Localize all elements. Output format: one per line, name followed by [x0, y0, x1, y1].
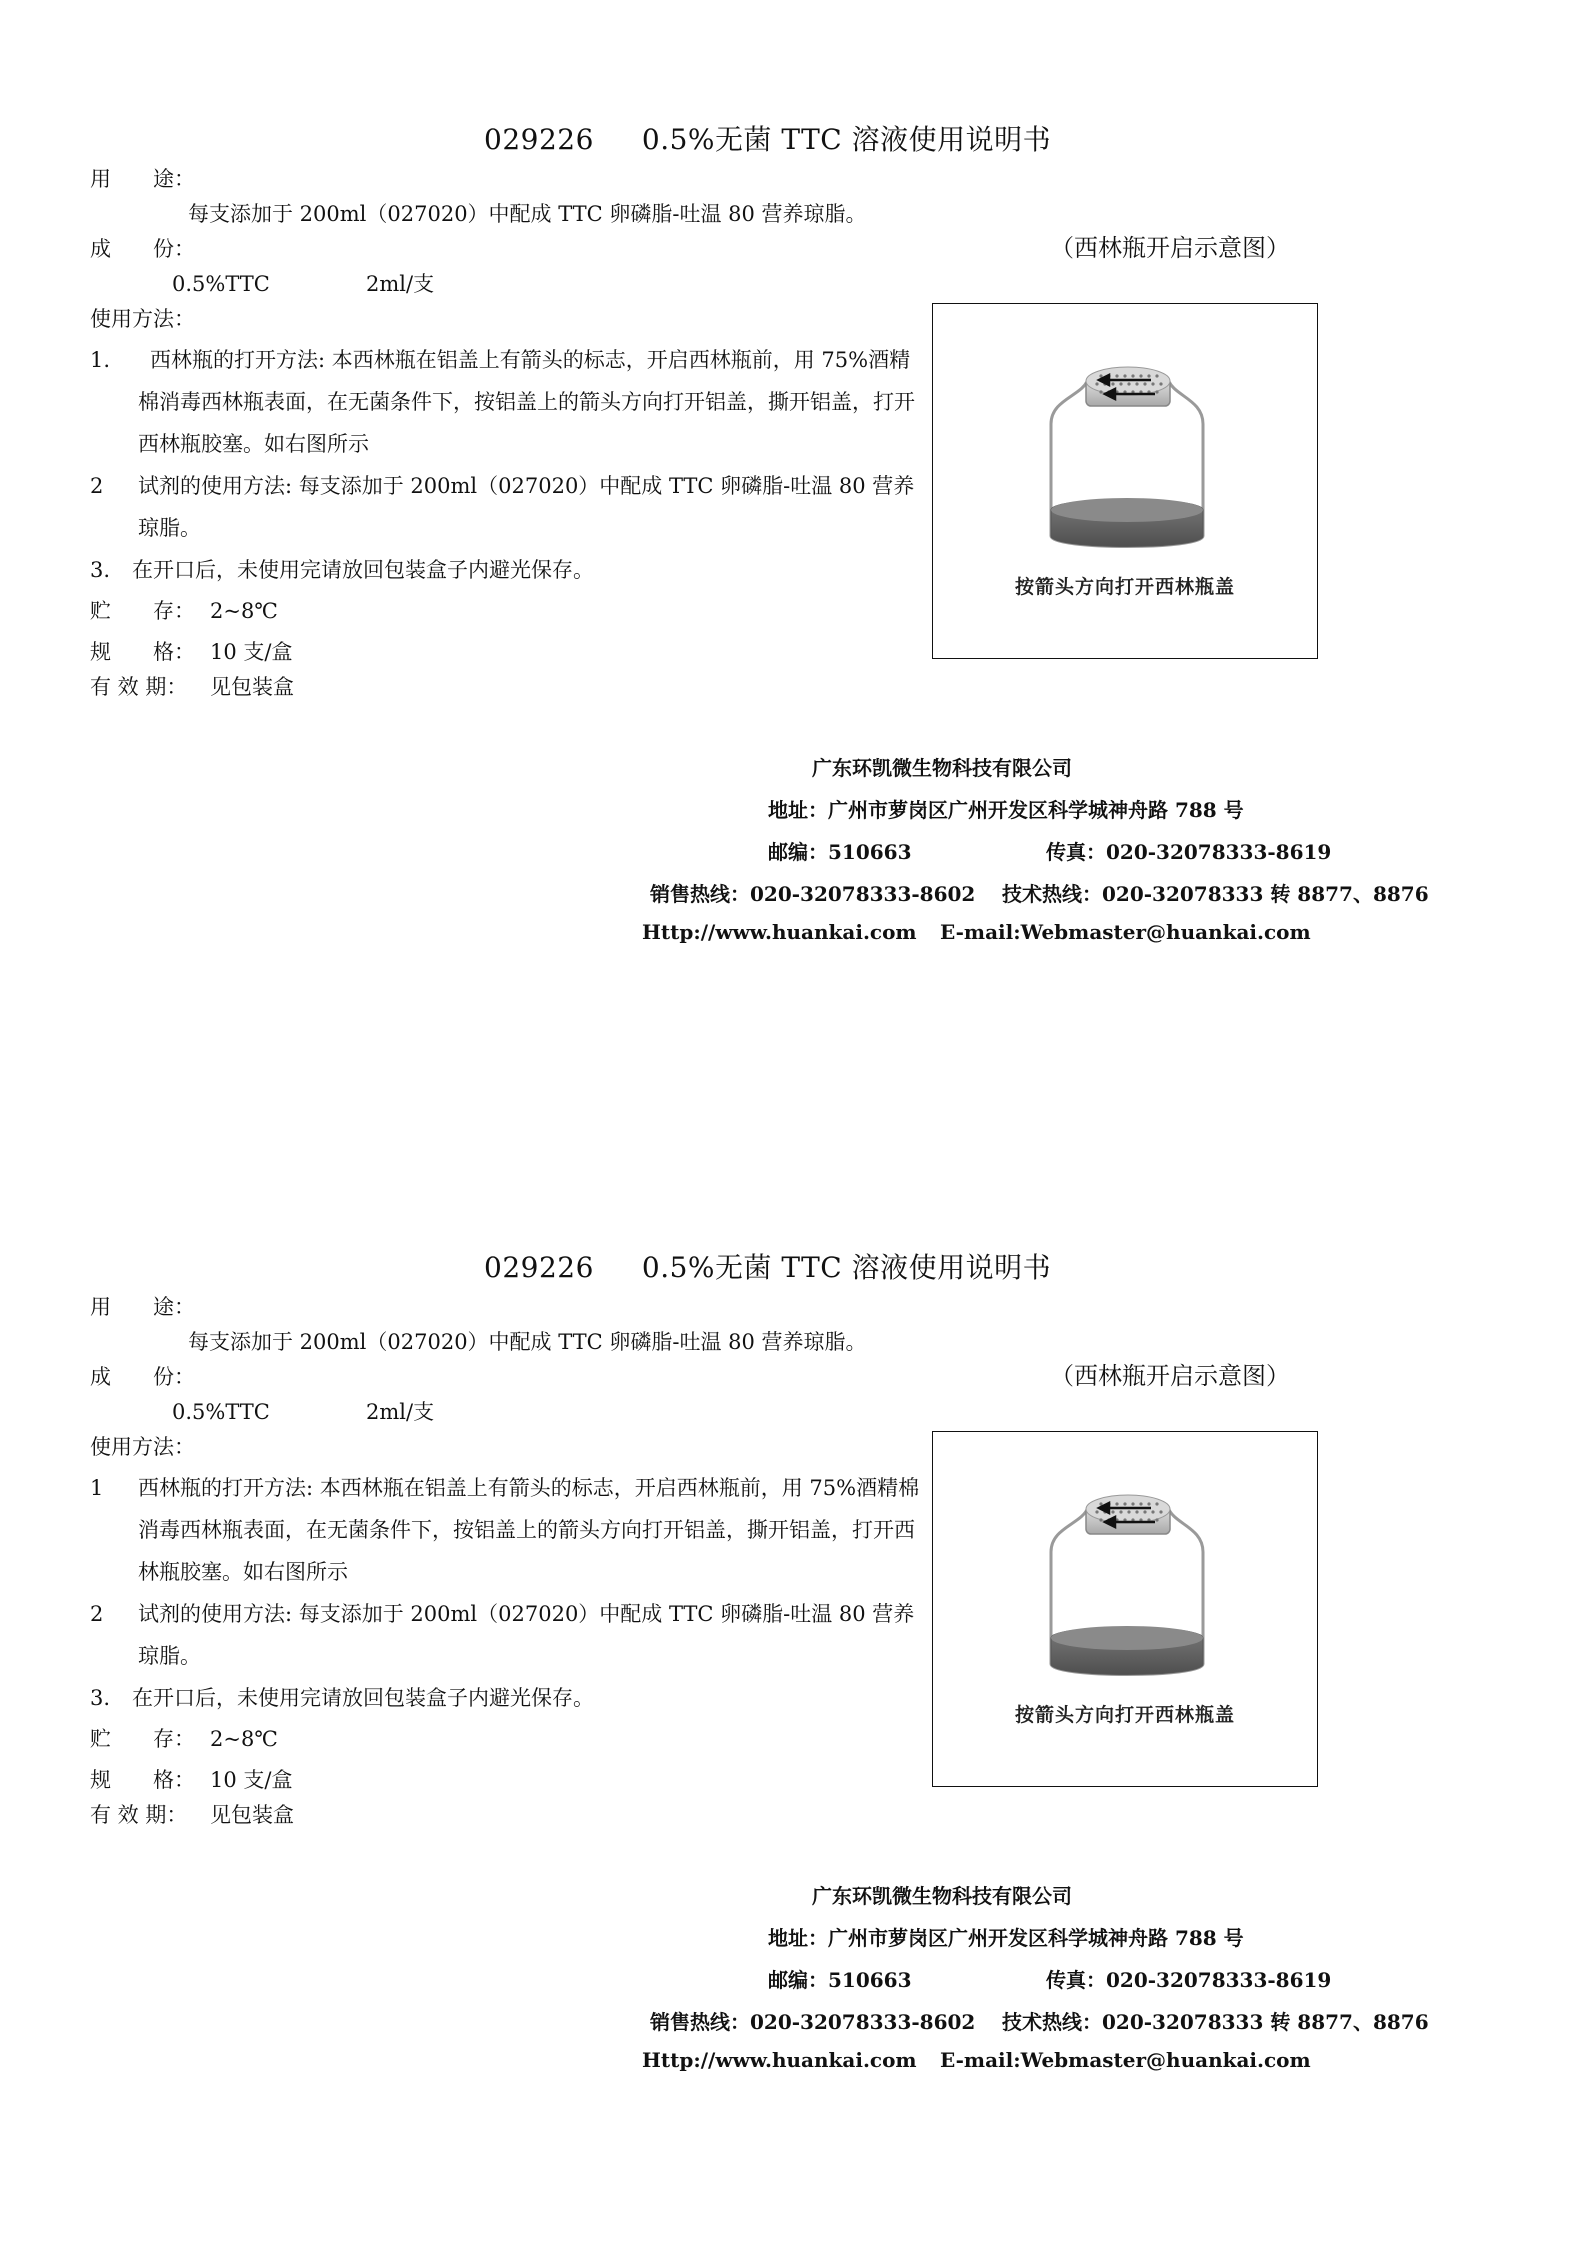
vial-diagram: [932, 303, 1318, 659]
validity-label: 有 效 期：: [90, 675, 188, 699]
vial-illustration-icon: [933, 304, 1319, 660]
method-1-text: 西林瓶的打开方法: 本西林瓶在铝盖上有箭头的标志，开启西林瓶前，用 75%酒精棉消毒西林瓶表面，在无菌条件下，按铝盖上的箭头方向打开铝盖，撕开铝盖，打开西林瓶胶塞。如右图所示: [138, 348, 915, 456]
method-2-num: 2: [90, 1602, 104, 1626]
method-label: 使用方法：: [90, 307, 195, 331]
validity-label: 有 效 期：: [90, 1803, 188, 1827]
company-tech-hotline: 技术热线：020-32078333 转 8877、8876: [1002, 882, 1429, 906]
company-postcode: 邮编：510663: [768, 1968, 912, 1992]
method-3-text: 在开口后，未使用完请放回包装盒子内避光保存。: [132, 558, 594, 582]
vial-illustration-icon: [933, 1432, 1319, 1788]
spec-value: 10 支/盒: [210, 640, 293, 664]
purpose-label: 用 途：: [90, 167, 195, 191]
composition-amount: 2ml/支: [366, 272, 435, 296]
diagram-caption: （西林瓶开启示意图）: [1050, 1362, 1290, 1390]
company-postcode: 邮编：510663: [768, 840, 912, 864]
method-label: 使用方法：: [90, 1435, 195, 1459]
instruction-sheet-1: [0, 0, 1587, 1122]
document-title: [484, 1246, 1051, 1286]
company-website: Http://www.huankai.com: [642, 920, 917, 944]
title-text: 0.5%无菌 TTC 溶液使用说明书: [641, 123, 1052, 156]
company-fax: 传真：020-32078333-8619: [1046, 1968, 1332, 1992]
company-sales-hotline: 销售热线：020-32078333-8602: [650, 882, 976, 906]
company-tech-hotline: 技术热线：020-32078333 转 8877、8876: [1002, 2010, 1429, 2034]
spec-value: 10 支/盒: [210, 1768, 293, 1792]
method-3-num: 3.: [90, 1686, 111, 1710]
company-address: 地址：广州市萝岗区广州开发区科学城神舟路 788 号: [768, 798, 1244, 822]
composition-item: 0.5%TTC: [172, 1400, 270, 1424]
figure-caption: 按箭头方向打开西林瓶盖: [1014, 1704, 1235, 1726]
instruction-sheet-2: [0, 1128, 1587, 2250]
product-code: 029226: [484, 123, 594, 156]
company-email: E-mail:Webmaster@huankai.com: [940, 2048, 1311, 2072]
spec-label: 规 格：: [90, 1768, 195, 1792]
company-address: 地址：广州市萝岗区广州开发区科学城神舟路 788 号: [768, 1926, 1244, 1950]
spec-label: 规 格：: [90, 640, 195, 664]
method-2-num: 2: [90, 474, 104, 498]
validity-value: 见包装盒: [210, 1803, 294, 1827]
storage-value: 2~8℃: [210, 1727, 278, 1751]
composition-label: 成 份：: [90, 237, 195, 261]
method-2-text: 试剂的使用方法: 每支添加于 200ml（027020）中配成 TTC 卵磷脂-吐温 80 营养琼脂。: [138, 474, 915, 540]
vial-diagram: [932, 1431, 1318, 1787]
method-1-num: 1: [90, 1476, 104, 1500]
company-sales-hotline: 销售热线：020-32078333-8602: [650, 2010, 976, 2034]
company-email: E-mail:Webmaster@huankai.com: [940, 920, 1311, 944]
diagram-caption: （西林瓶开启示意图）: [1050, 234, 1290, 262]
company-name: 广东环凯微生物科技有限公司: [812, 1884, 1072, 1908]
method-1-text: 西林瓶的打开方法: 本西林瓶在铝盖上有箭头的标志，开启西林瓶前，用 75%酒精棉消毒西林瓶表面，在无菌条件下，按铝盖上的箭头方向打开铝盖，撕开铝盖，打开西林瓶胶塞。如右图所示: [138, 1476, 920, 1584]
method-1-num: 1.: [90, 348, 111, 372]
validity-value: 见包装盒: [210, 675, 294, 699]
company-name: 广东环凯微生物科技有限公司: [812, 756, 1072, 780]
method-3-text: 在开口后，未使用完请放回包装盒子内避光保存。: [132, 1686, 594, 1710]
composition-label: 成 份：: [90, 1365, 195, 1389]
purpose-label: 用 途：: [90, 1295, 195, 1319]
purpose-text: 每支添加于 200ml（027020）中配成 TTC 卵磷脂-吐温 80 营养琼脂。: [188, 1330, 867, 1354]
composition-item: 0.5%TTC: [172, 272, 270, 296]
storage-label: 贮 存：: [90, 1727, 195, 1751]
document-title: [484, 118, 1051, 158]
company-fax: 传真：020-32078333-8619: [1046, 840, 1332, 864]
storage-value: 2~8℃: [210, 599, 278, 623]
storage-label: 贮 存：: [90, 599, 195, 623]
figure-caption: 按箭头方向打开西林瓶盖: [1014, 576, 1235, 598]
composition-amount: 2ml/支: [366, 1400, 435, 1424]
method-2-text: 试剂的使用方法: 每支添加于 200ml（027020）中配成 TTC 卵磷脂-吐温 80 营养琼脂。: [138, 1602, 915, 1668]
title-text: 0.5%无菌 TTC 溶液使用说明书: [641, 1251, 1052, 1284]
method-3-num: 3.: [90, 558, 111, 582]
product-code: 029226: [484, 1251, 594, 1284]
purpose-text: 每支添加于 200ml（027020）中配成 TTC 卵磷脂-吐温 80 营养琼脂。: [188, 202, 867, 226]
company-website: Http://www.huankai.com: [642, 2048, 917, 2072]
